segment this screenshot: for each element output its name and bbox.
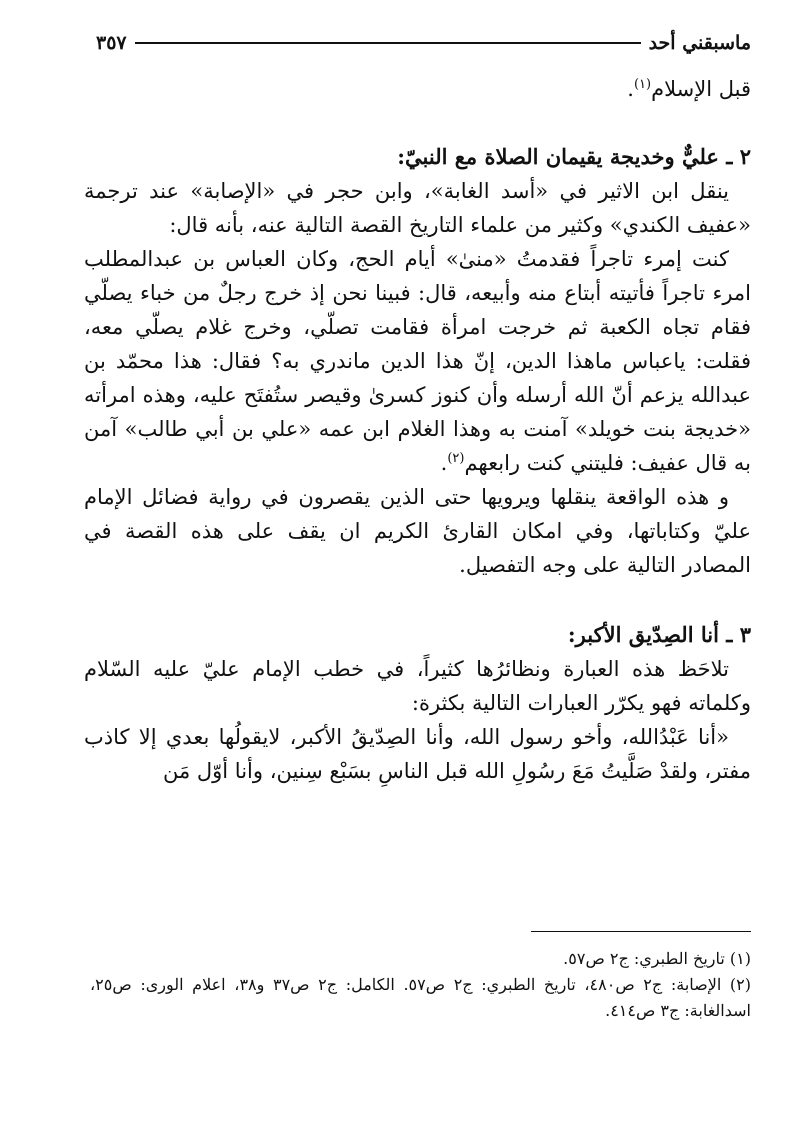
section-2-paragraph-2 [84, 242, 751, 480]
intro-line [84, 72, 751, 106]
section-2-quote: كنت إمرء تاجراً فقدمتُ «منىٰ» أيام الحج، وكان العباس بن عبدالمطلب امرء تاجراً فأتيته أبتاع منه وأبيعه، قال: فبينا نحن إذ خرج رجلٌ من خباء يصلّي فقام تجاه الكعبة ثم خرجت امرأة فقامت تصلّي، وخرج غلام يصلّي معه، فقلت: ياعباس ماهذا الدين، إنّ هذا الدين ماندري به؟ فقال: هذا محمّد بن عبدالله يزعم أنّ الله أرسله وأن كنوز كسرىٰ وقيصر ستُفتَح عليه، وهذه امرأته «خديجة بنت خويلد» آمنت به وهذا الغلام ابن عمه «علي بن أبي طالب» آمن به قال عفيف: فليتني كنت رابعهم [84, 247, 751, 475]
section-2-heading: ٢ ـ عليٌّ وخديجة يقيمان الصلاة مع النبيّ: [397, 144, 751, 169]
section-2-quote-end: . [440, 451, 448, 475]
section-3-heading: ٣ ـ أنا الصِدّيق الأكبر: [567, 622, 751, 647]
footnote-2: (٢) الإصابة: ج٢ ص٤٨٠، تاريخ الطبري: ج٢ ص٥٧. الكامل: ج٢ ص٣٧ و٣٨، اعلام الورى: ص٢٥، اسدالغابة: ج٣ ص٤١٤. [90, 975, 752, 1020]
footnotes [90, 946, 751, 1024]
section-2-paragraph-3: و هذه الواقعة ينقلها ويرويها حتى الذين يقصرون في رواية فضائل الإمام عليّ وكتاباتها، وفي امكان القارئ الكريم ان يقف على هذه القصة في المصادر التالية على وجه التفصيل. [84, 485, 751, 577]
intro-text: قبل الإسلام [651, 77, 751, 101]
page-header [96, 30, 751, 56]
header-rule [135, 42, 641, 44]
footnote-ref-1: (١) [633, 77, 652, 92]
running-title: ماسبقني أحد [648, 32, 751, 54]
section-3-paragraph-2: «أنا عَبْدُالله، وأخو رسول الله، وأنا الصِدّيقُ الأكبر، لايقولُها بعدي إلا كاذب مفتر، ولقدْ صَلَّيتُ مَعَ رسُولِ الله قبل الناسِ بسَبْع سِنين، وأنا أوّل مَن [84, 725, 751, 783]
section-3-paragraph-1: تلاحَظ هذه العبارة ونظائرُها كثيراً، في خطب الإمام عليّ عليه السّلام وكلماته فهو يكرّر العبارات التالية بكثرة: [84, 657, 751, 715]
footnote-ref-2: (٢) [447, 451, 465, 466]
footnote-separator [531, 931, 751, 932]
body-text [84, 72, 751, 788]
page-number: ٣٥٧ [96, 32, 127, 54]
intro-end: . [627, 77, 634, 101]
footnote-1: (١) تاريخ الطبري: ج٢ ص٥٧. [563, 949, 751, 968]
section-2-paragraph-1: ينقل ابن الاثير في «أسد الغابة»، وابن حجر في «الإصابة» عند ترجمة «عفيف الكندي» وكثير من علماء التاريخ القصة التالية عنه، بأنه قال: [84, 179, 751, 237]
